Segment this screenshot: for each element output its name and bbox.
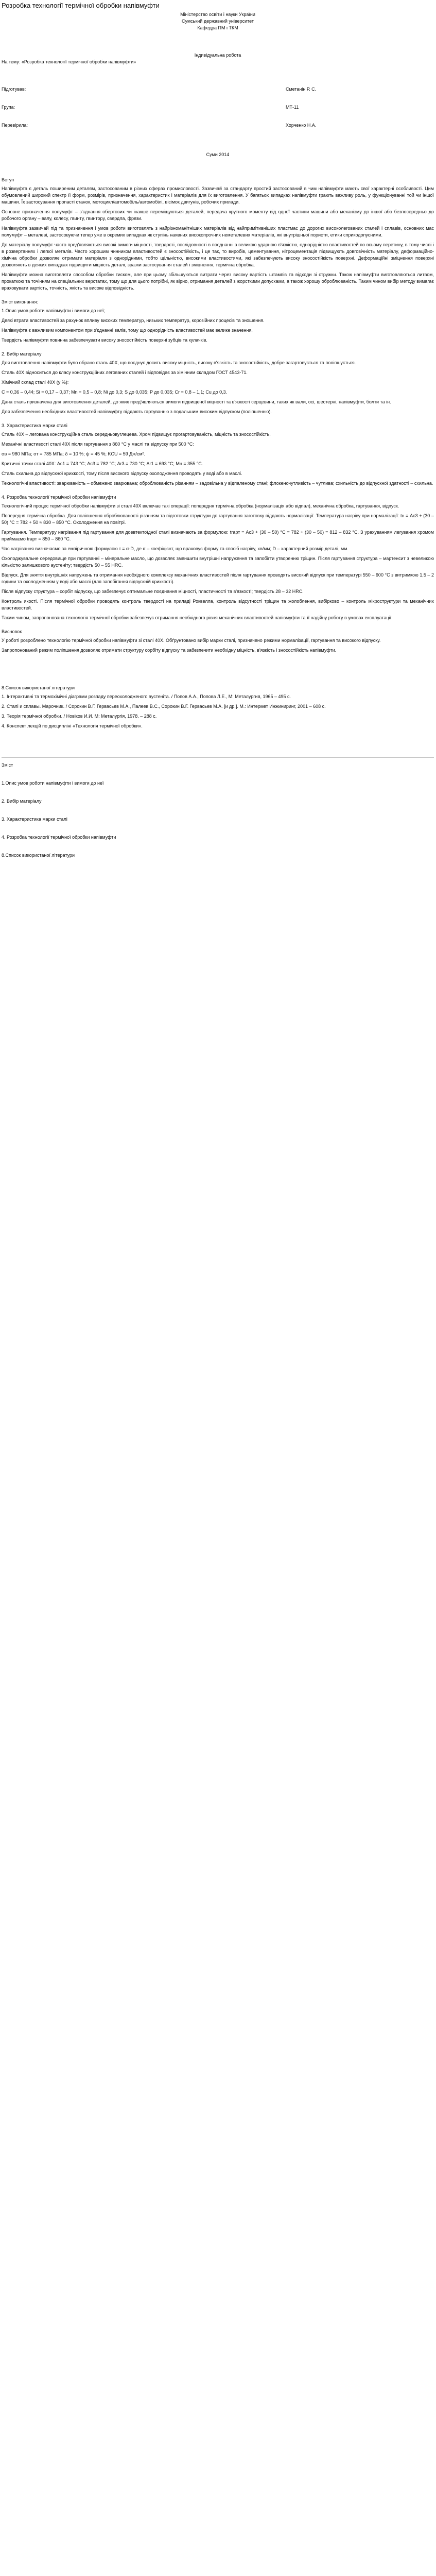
city-year: Суми 2014 xyxy=(206,152,230,157)
paragraph: Хімічний склад сталі 40Х (у %): xyxy=(2,380,69,385)
signature-label: Група: xyxy=(2,105,15,110)
section2-body xyxy=(2,360,434,415)
paragraph: Напівмуфта є деталь поширеним деталям, застосованим в різних сферах промисловості. Зазвичай за стандарту простий застосований в чим напівмуфти мають свої характерні особливості. Цим обумовлений широкий спектр її форм, розмірів, призначення, характеристик і матеріалів для їх виготовлення. У багатьох випадках напівмуфти грають важливу роль, у функціонуванні той чи іншої машини. Їх застосування пропасті станок, мотоцикл/автомобіль/автомобілі, вісімок двигунів, робочих прилади. xyxy=(2,186,434,205)
divider xyxy=(2,757,434,758)
ministry-line: Міністерство освіти і науки України xyxy=(180,12,255,17)
signature-mid xyxy=(144,122,286,129)
signature-label: Підготував: xyxy=(2,87,26,92)
paragraph: Основне призначення полумуфт – з'єднання обертових чи інакше переміщуються деталей, передача крутного моменту від одної частини машини або механізму до іншої або безпосередньо до робочого органу – валу, колесу, гвинту, гвинтору, свердла, фрези. xyxy=(2,209,434,221)
paragraph: Відпуск. Для зняття внутрішніх напружень та отримання необхідного комплексу механічних властивостей після гартування проводять високий відпуск при температурі 550 – 600 °С з витримкою 1,5 – 2 години та охолодженням у воді або маслі (для запобігання відпускній крихкості). xyxy=(2,572,434,584)
contents-label: Зміст xyxy=(2,762,13,768)
section3-body xyxy=(2,431,434,487)
contents-list xyxy=(2,762,434,859)
university-line: Сумський державний університет xyxy=(182,19,254,24)
paragraph: Технологічні властивості: зварюваність – обмежено зварювана; оброблюваність різанням – задовільна у відпаленому стані; флокеночутливість – чутлива; схильність до відпускної здатності – схильна. xyxy=(2,481,433,486)
reference-item: 3. Теорія термічної обробки. / Новіков И.И. М: Металургія, 1978. – 288 с. xyxy=(2,714,157,719)
contents-item: 1.Опис умов роботи напівмуфти і вимоги до неї xyxy=(2,781,104,786)
paragraph: Для забезпечення необхідних властивостей напівмуфту піддають гартуванню з подальшим високим відпуском (поліпшенню). xyxy=(2,409,272,414)
section1-body xyxy=(2,308,434,344)
signature-row-reviewer xyxy=(2,122,434,129)
paragraph: 1.Опис умов роботи напівмуфти і вимоги до неї; xyxy=(2,308,106,313)
paragraph: Сталь 40Х – легована конструкційна сталь середньовуглецева. Хром підвищує прогартовуваність, міцність та зносостійкість. xyxy=(2,432,271,437)
paragraph: Охолоджувальне середовище при гартуванні – мінеральне масло, що дозволяє зменшити внутрішні напруження та запобігти утворенню тріщин. Після гартування структура – мартенсит з невеликою кількістю залишкового аустеніту; твердість 50 – 55 HRC. xyxy=(2,556,434,568)
paragraph: Деякі втрати властивостей за рахунок впливу високих температур, низьких температур, корозійних процесів та зношення. xyxy=(2,318,265,323)
paragraph: Механічні властивості сталі 40Х після гартування з 860 °С у маслі та відпуску при 500 °С: xyxy=(2,442,194,447)
section4-body xyxy=(2,503,434,621)
paragraph: Напівмуфта є важливим компонентом при з'єднанні валів, тому що однорідність властивостей має велике значення. xyxy=(2,328,253,333)
references-heading: 8.Список використаної літератури xyxy=(2,685,75,690)
intro-body xyxy=(2,185,434,292)
document-title: Розробка технології термічної обробки напівмуфти xyxy=(2,2,160,9)
paragraph: Сталь схильна до відпускної крихкості, тому після високого відпуску охолодження проводять у воді або в маслі. xyxy=(2,471,242,476)
reference-item: 1. Інтерактивні та термохімічні діаграми розпаду переохолодженого аустеніта. / Попов А.А., Попова Л.Е., М: Металургия, 1965 – 495 с. xyxy=(2,694,291,699)
contents-item: 3. Характеристика марки сталі xyxy=(2,817,67,822)
work-topic: На тему: «Розробка технології термічної обробки напівмуфти» xyxy=(2,59,136,64)
department-line: Кафедра ПМ і ТКМ xyxy=(197,25,238,30)
paragraph: Таким чином, запропонована технологія термічної обробки забезпечує отримання необхідного рівня механічних властивостей напівмуфти та її надійну роботу в умовах експлуатації. xyxy=(2,615,393,620)
signature-row-group xyxy=(2,104,434,111)
paragraph: Після відпуску структура – сорбіт відпуску, що забезпечує оптимальне поєднання міцності, пластичності та в'язкості; твердість 28 – 32 HRC. xyxy=(2,589,304,594)
signature-value: Сметанін Р. С. xyxy=(286,87,317,92)
section1-heading: Зміст виконання: xyxy=(2,299,38,304)
signature-value: Хорченко Н.А. xyxy=(286,123,317,128)
references-list xyxy=(2,693,434,730)
paragraph: Технологічний процес термічної обробки напівмуфти зі сталі 40Х включає такі операції: попередня термічна обробка (нормалізація або відпал), механічна обробка, гартування, відпуск. xyxy=(2,503,399,509)
paragraph: Сталь 40Х відноситься до класу конструкційних легованих сталей і відповідає за хімічним складом ГОСТ 4543-71. xyxy=(2,370,248,375)
signature-label: Перевірила: xyxy=(2,123,28,128)
paragraph: Твердість напівмуфти повинна забезпечувати високу зносостійкість поверхні зубців та кулачків. xyxy=(2,337,207,343)
paragraph: Для виготовлення напівмуфти було обрано сталь 40Х, що поєднує досить високу міцність, високу в'язкість та зносостійкість, добре загартовується та поліпшується. xyxy=(2,360,356,365)
intro-heading: Вступ xyxy=(2,177,14,182)
section4-heading: 4. Розробка технології термічної обробки напівмуфти xyxy=(2,495,116,500)
paragraph: Дана сталь призначена для виготовлення деталей, до яких пред'являються вимоги підвищеної міцності та в'язкості серцевини, таких як вали, осі, шестерні, напівмуфти, болти та ін. xyxy=(2,399,391,404)
signature-mid xyxy=(144,104,286,111)
paragraph: Гартування. Температуру нагрівання під гартування для доевтектоїдної сталі визначають за формулою: tгарт = Ac3 + (30 – 50) °С = 782 + (30 – 50) = 812 – 832 °С. З урахуванням легування хромом приймаємо tгарт = 850 – 860 °С. xyxy=(2,530,434,541)
signature-row-author xyxy=(2,86,434,93)
paragraph: Напівмуфта зазвичай під та призначення і умов роботи виготовлять з найрізноманітніших матеріалів від найпримітивніших пластмас до дорогих високолегованих сталей і сплавів, основних мас полумуфт – металеві, застосовуючи тепер уже в окремих випадках як ступінь наявних високопрочних неметалевих матеріалів, які внутрішньої пористи, етики сприкодопусними. xyxy=(2,226,434,238)
paragraph: C = 0,36 – 0,44; Si = 0,17 – 0,37; Mn = 0,5 – 0,8; Ni до 0,3; S до 0,035; P до 0,035; Cr = 0,8 – 1,1; Cu до 0,3. xyxy=(2,389,228,395)
signature-value: МТ-11 xyxy=(286,105,299,110)
section2-heading: 2. Вибір матеріалу xyxy=(2,351,42,357)
contents-item: 2. Вибір матеріалу xyxy=(2,799,42,804)
paragraph: Критичні точки сталі 40Х: Ac1 = 743 °С; Ac3 = 782 °С; Ar3 = 730 °С; Ar1 = 693 °С; Mн = 355 °С. xyxy=(2,461,203,466)
paragraph: σв = 980 МПа; σт = 785 МПа; δ = 10 %; ψ = 45 %; KCU = 59 Дж/см². xyxy=(2,451,146,456)
conclusion-body xyxy=(2,637,434,654)
signature-mid xyxy=(144,86,286,93)
paragraph: Запропонований режим поліпшення дозволяє отримати структуру сорбіту відпуску та забезпечити необхідну міцність, в'язкість і зносостійкість напівмуфти. xyxy=(2,648,337,653)
reference-item: 4. Конспект лекцій по дисципліні «Технологія термічної обробки». xyxy=(2,723,143,728)
paragraph: Напівмуфти можна виготовляти способом обробки тиском, але при цьому збільшуються витрати через високу вартість штампів та відходи зі стружки. Також напівмуфти виготовляються литвом, прокаткою та точінням на спеціальних верстатах, тому що для цього потрібні, як вірно, отримання деталей з жорсткими допусками, а також хорошу оброблюваність. Таким чином вибір методу вимагає враховувати вартість, точність, якість та високе відповідність. xyxy=(2,272,434,291)
paragraph: У роботі розроблено технологію термічної обробки напівмуфти зі сталі 40Х. Обґрунтовано вибір марки сталі, призначено режими нормалізації, гартування та високого відпуску. xyxy=(2,638,381,643)
reference-item: 2. Сталі и сплавы. Марочник. / Сорокин В.Г. Гервасьев М.А., Палеев В.С., Сорокин В.Г. Гервасьев М.А. [и др.]. М.: Интермет Инжиниринг, 2001 – 608 с. xyxy=(2,704,326,709)
paragraph: Час нагрівання визначаємо за емпіричною формулою τ = α·D, де α – коефіцієнт, що враховує форму та спосіб нагріву, хв/мм; D – характерний розмір деталі, мм. xyxy=(2,546,348,551)
conclusion-heading: Висновок xyxy=(2,629,22,634)
paragraph: До матеріалу полумуфт часто пред'являються високі вимоги міцності, твердості, послідовності в поєднанні з великою ударною в'язкістю, однорідністю властивостей по всьому перетину, в тому числі і в розвертаннях і легкої металів. Часто хорошим чинником властивостей є зносостійкість, і це так, то виробів, цементування, нітроцементація підвищують довговічність матеріалу, деформаційно-хімічна обробки дозволяє отримати матеріали з однорідними, тобто щільністю, високими властивостями, які забезпечують високу зносостійкість поверхні. Деформаційні зміцнення поверхні дозволяють в деяких випадках підвищити міцність деталі, зразки застосування сталей і зміцнення, термічна обробка. xyxy=(2,242,434,267)
contents-item: 8.Список використаної літератури xyxy=(2,853,75,858)
section3-heading: 3. Характеристика марки сталі xyxy=(2,423,67,428)
contents-item: 4. Розробка технології термічної обробки напівмуфти xyxy=(2,835,116,840)
work-type: Індивідуальна робота xyxy=(194,53,241,58)
paragraph: Контроль якості. Після термічної обробки проводять контроль твердості на приладі Роквелла, контроль відсутності тріщин та жолоблення, вибірково – контроль мікроструктури та механічних властивостей. xyxy=(2,599,434,611)
paragraph: Попередня термічна обробка. Для поліпшення оброблюваності різанням та підготовки структури до гартування заготовку піддають нормалізації. Температура нагріву при нормалізації: tн = Ac3 + (30 – 50) °С = 782 + 50 ≈ 830 – 850 °С. Охолодження на повітрі. xyxy=(2,513,434,525)
